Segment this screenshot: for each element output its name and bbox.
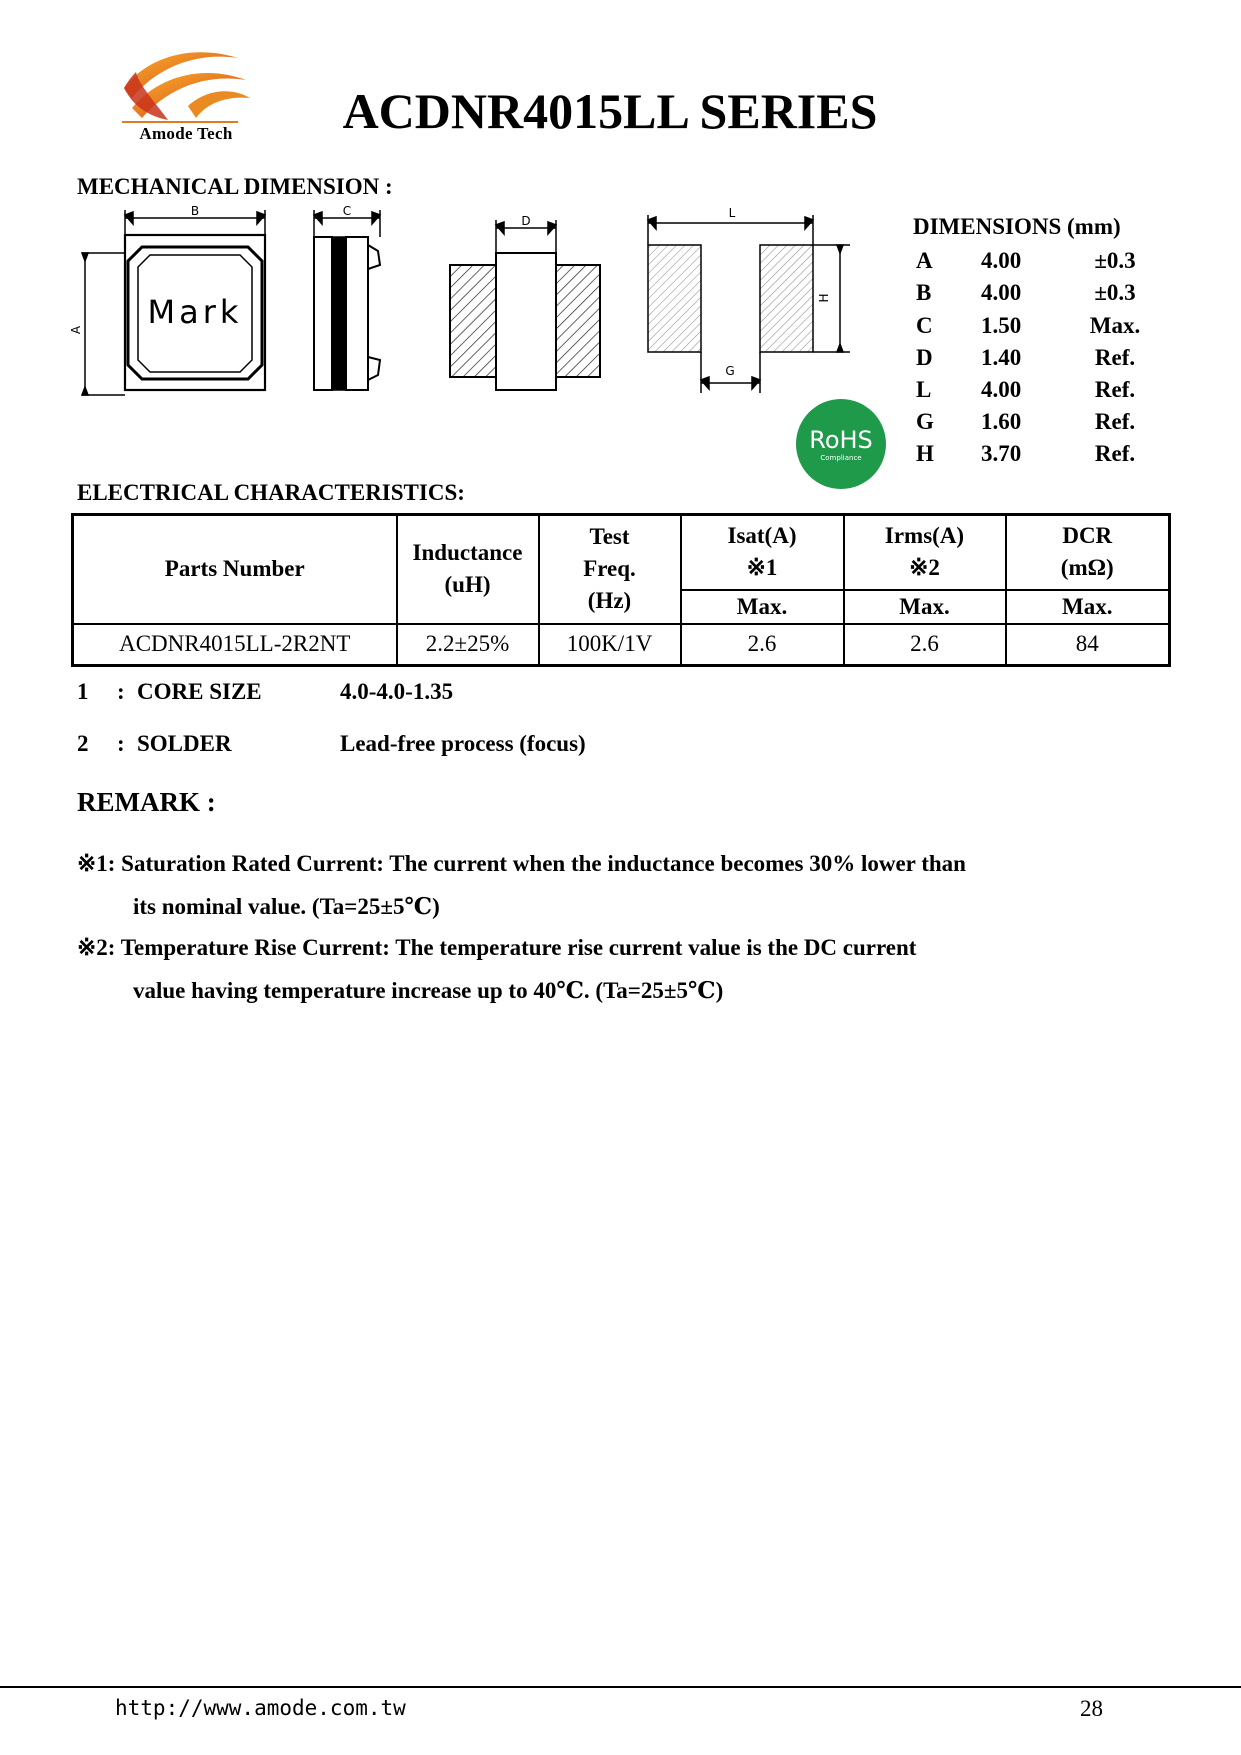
dimension-note: Ref.	[1094, 377, 1136, 402]
header-irms-line2: ※2	[909, 555, 940, 581]
page-number: 28	[1080, 1696, 1103, 1721]
cell-inductance: 2.2±25%	[397, 624, 539, 666]
note-value: Lead-free process (focus)	[340, 731, 586, 756]
rohs-subtext: Compliance	[820, 454, 862, 462]
cell-test-freq: 100K/1V	[539, 624, 681, 666]
note-number: 2	[77, 731, 89, 756]
mechanical-drawings	[69, 204, 870, 405]
dimension-row	[913, 409, 1153, 441]
label-b: B	[190, 204, 200, 218]
dimension-row	[913, 441, 1153, 473]
dimension-value: 1.50	[981, 313, 1022, 338]
mark-label: Mark	[147, 293, 243, 331]
header-dcr-line2: (mΩ)	[1060, 555, 1114, 581]
dimension-row	[913, 345, 1153, 377]
header-isat	[681, 515, 844, 590]
dimension-key: B	[916, 280, 932, 305]
remark-line: value having temperature increase up to 40℃. (Ta=25±5℃)	[133, 978, 724, 1003]
header-irms-max: Max.	[844, 590, 1006, 624]
label-h: H	[817, 293, 831, 303]
remark-heading: REMARK :	[77, 787, 216, 817]
label-g: G	[725, 364, 735, 378]
header-isat-max: Max.	[681, 590, 844, 624]
label-a: A	[69, 325, 83, 335]
header-freq-line1: Test	[589, 524, 630, 550]
dimension-note: Ref.	[1094, 409, 1136, 434]
remark-line: its nominal value. (Ta=25±5℃)	[133, 894, 440, 919]
header-test-freq	[539, 515, 681, 624]
header-dcr-max: Max.	[1006, 590, 1170, 624]
dimension-note: Max.	[1089, 313, 1141, 338]
remark-line: ※1: Saturation Rated Current: The current when the inductance becomes 30% lower than	[77, 851, 966, 876]
dimension-value: 1.40	[981, 345, 1022, 370]
dimension-note: ±0.3	[1094, 248, 1136, 273]
header-dcr	[1006, 515, 1170, 590]
note-number: 1	[77, 679, 89, 704]
dimension-key: L	[916, 377, 932, 402]
electrical-characteristics-heading: ELECTRICAL CHARACTERISTICS:	[77, 480, 465, 505]
dimension-row	[913, 280, 1153, 312]
dimension-row	[913, 377, 1153, 409]
note-separator: :	[117, 679, 125, 704]
header-freq-line3: (Hz)	[587, 588, 632, 614]
label-d: D	[521, 214, 531, 228]
dimension-value: 3.70	[981, 441, 1022, 466]
cell-irms: 2.6	[844, 624, 1006, 666]
dimension-note: Ref.	[1094, 441, 1136, 466]
dimension-row	[913, 313, 1153, 345]
dimension-value: 1.60	[981, 409, 1022, 434]
header-irms-line1: Irms(A)	[884, 523, 965, 549]
dimension-key: G	[916, 409, 934, 434]
dimension-key: A	[916, 248, 933, 273]
footer-divider	[0, 1686, 1241, 1688]
dimension-note: Ref.	[1094, 345, 1136, 370]
dimension-key: H	[916, 441, 934, 466]
mechanical-dimension-heading: MECHANICAL DIMENSION :	[77, 174, 393, 199]
dimension-row	[913, 248, 1153, 280]
header-part-number: Parts Number	[73, 515, 397, 624]
header-dcr-line1: DCR	[1062, 523, 1113, 549]
header-inductance-line2: (uH)	[444, 572, 491, 598]
dimension-key: D	[916, 345, 933, 370]
header-irms	[844, 515, 1006, 590]
dimension-value: 4.00	[981, 248, 1022, 273]
label-l: L	[728, 206, 736, 220]
header-inductance	[397, 515, 539, 624]
remark-line: ※2: Temperature Rise Current: The temperature rise current value is the DC current	[77, 935, 917, 960]
cell-isat: 2.6	[681, 624, 844, 666]
cell-dcr: 84	[1006, 624, 1170, 666]
header-isat-line2: ※1	[746, 555, 778, 581]
label-c: C	[342, 204, 352, 218]
header-isat-line1: Isat(A)	[727, 523, 797, 549]
dimensions-title: DIMENSIONS (mm)	[913, 214, 1121, 239]
note-label: SOLDER	[137, 731, 232, 756]
rohs-badge	[795, 398, 887, 490]
footer-url[interactable]: http://www.amode.com.tw	[115, 1696, 406, 1720]
dimension-key: C	[916, 313, 933, 338]
note-separator: :	[117, 731, 125, 756]
electrical-table	[71, 513, 1171, 667]
header-freq-line2: Freq.	[583, 556, 636, 582]
table-row	[73, 624, 1170, 666]
rohs-text: RoHS	[809, 426, 873, 454]
dimension-value: 4.00	[981, 280, 1022, 305]
cell-part-number: ACDNR4015LL-2R2NT	[73, 624, 397, 666]
note-value: 4.0-4.0-1.35	[340, 679, 454, 704]
dimension-value: 4.00	[981, 377, 1022, 402]
note-label: CORE SIZE	[137, 679, 262, 704]
dimension-note: ±0.3	[1094, 280, 1136, 305]
header-inductance-line1: Inductance	[412, 540, 523, 566]
document-title: ACDNR4015LL SERIES	[342, 83, 878, 139]
logo-text: Amode Tech	[139, 124, 233, 143]
